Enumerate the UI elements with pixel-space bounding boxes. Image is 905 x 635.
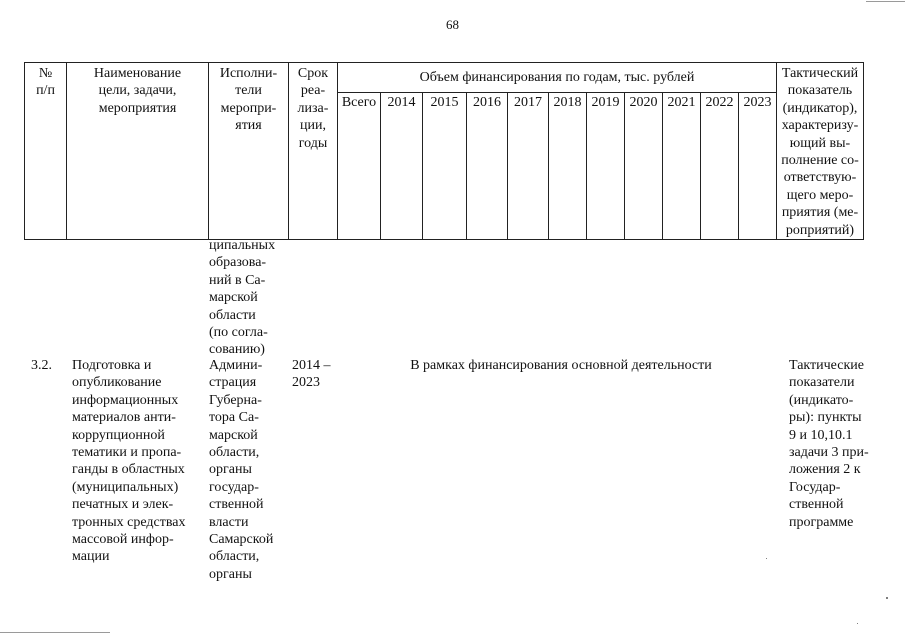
scan-artifact-dot	[766, 558, 767, 559]
funding-col-2018: 2018	[549, 92, 587, 239]
funding-col-2019: 2019	[587, 92, 625, 239]
funding-col-2020: 2020	[625, 92, 663, 239]
continuation-executors-text: ципальных образова- ний в Са- марской области (по согла- сованию)	[209, 238, 276, 358]
funding-col-2016: 2016	[467, 92, 508, 239]
row-funding-note: В рамках финансирования основной деятельности	[410, 358, 712, 373]
header-funding: Объем финансирования по годам, тыс. рублей	[338, 63, 777, 93]
scan-artifact-dot	[886, 597, 888, 599]
header-name: Наименование цели, задачи, мероприятия	[67, 63, 209, 240]
funding-col-2022: 2022	[701, 92, 739, 239]
row-executors: Админи- страция Губерна- тора Са- марской области, органы государ- ственной власти Самарской области, органы	[209, 358, 274, 582]
scan-artifact-line	[866, 1, 905, 2]
header-term: Срок реа- лиза- ции, годы	[289, 63, 338, 240]
funding-col-2015: 2015	[423, 92, 467, 239]
program-table-header	[24, 62, 864, 240]
scan-artifact-line	[0, 632, 110, 633]
row-term: 2014 – 2023	[292, 358, 331, 391]
funding-col-2023: 2023	[739, 92, 777, 239]
row-number: 3.2.	[31, 358, 52, 373]
header-indicator: Тактический показатель (индикатор), характеризу- ющий вы- полнение со- ответствую- щего меро- приятия (ме- роприятий)	[777, 63, 864, 240]
scan-artifact-dot	[857, 623, 858, 624]
funding-col-total: Всего	[338, 92, 381, 239]
funding-col-2021: 2021	[663, 92, 701, 239]
header-executors: Исполни- тели меропри- ятия	[209, 63, 289, 240]
funding-col-2014: 2014	[381, 92, 423, 239]
row-indicator: Тактические показатели (индикато- ры): пункты 9 и 10,10.1 задачи 3 при- ложения 2 к Государ- ственной программе	[789, 358, 869, 530]
page-number: 68	[446, 17, 459, 32]
row-name: Подготовка и опубликование информационных материалов анти- коррупционной тематики и пропа- ганды в областных (муниципальных) печатных и элек- тронных средствах массовой инфор- мации	[72, 358, 186, 565]
funding-col-2017: 2017	[508, 92, 549, 239]
header-number: № п/п	[25, 63, 67, 240]
